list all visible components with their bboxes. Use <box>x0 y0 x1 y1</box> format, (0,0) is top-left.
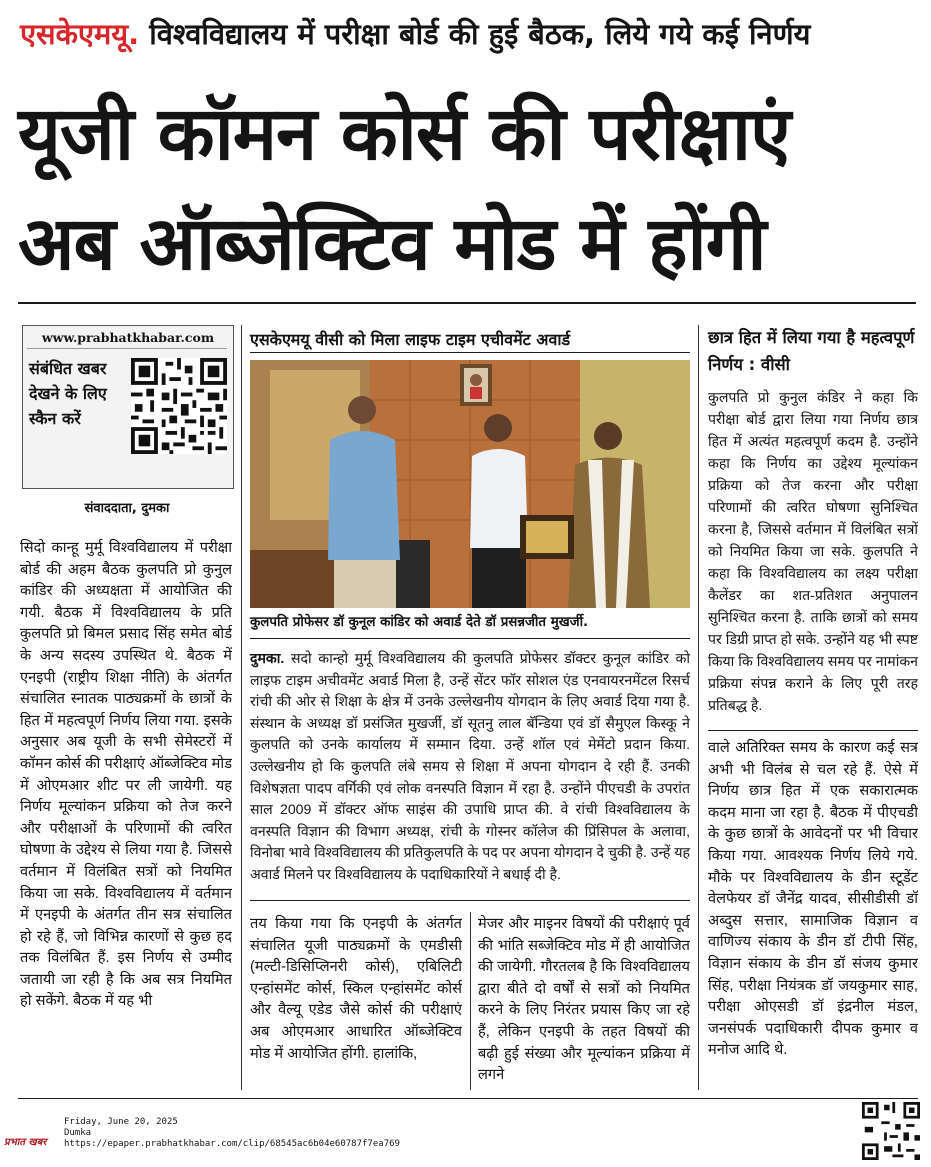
kicker-text: विश्वविद्यालय में परीक्षा बोर्ड की हुई बैठक, लिये गये कई निर्णय <box>149 17 811 51</box>
footer-info <box>64 1117 400 1150</box>
qr-box[interactable] <box>22 325 234 489</box>
right-subhead: छात्र हित में लिया गया है महत्वपूर्ण निर्णय : वीसी <box>708 328 915 374</box>
footer-rule <box>18 1098 918 1099</box>
column-separator <box>698 325 699 1090</box>
headline-line-2: अब ऑब्जेक्टिव मोड में होंगी <box>18 201 766 287</box>
publisher-logo[interactable]: प्रभात खबर <box>4 1137 47 1148</box>
footer-edition: Dumka <box>64 1128 92 1138</box>
qr-code-icon[interactable] <box>131 358 227 454</box>
award-photo <box>250 360 690 608</box>
middle-column-2-text: मेजर और माइनर विषयों की परीक्षाएं पूर्व की भांति सब्जेक्टिव मोड में ही आयोजित की जायेगी. गौरतलब है कि विश्वविद्यालय द्वारा बीते दो वर्षों से सत्रों को नियमित करने के लिए निरंतर प्रयास किए जा रहे हैं, लेकिन एनइपी के तहत विषयों की बढ़ी हुई संख्या और मूल्यांकन प्रक्रिया में लगने <box>478 916 690 1084</box>
award-story-text: सदो कान्हो मुर्मू विश्वविद्यालय की कुलपति प्रोफेसर डॉक्टर कुनूल कांडिर को लाइफ टाइम अचीवमेंट अवार्ड मिला है, उन्हें सेंटर फॉर सोशल एंड एनवायरनमेंटल रिसर्च रांची की ओर से शिक्षा के क्षेत्र में उनके उल्लेखनीय योगदान के लिए अवार्ड दिया गया है. संस्थान के अध्यक्ष डॉ प्रसंजित मुखर्जी, डॉ सूतनु लाल बॅन्डिया एवं डॉ सैमुएल किस्कू ने कुलपति को उनके कार्यालय में सम्मान दिया. उन्हें शॉल एवं मेमेंटो प्रदान किया. उल्लेखनीय हो कि कुलपति लंबे समय से शिक्षा में अपना योगदान दे रही हैं. उनकी विशेषज्ञता पादप वर्गिकी एवं लोक वनस्पति विज्ञान में रहा है. उन्होंने पीएचडी के उपरांत साल 2009 में डॉक्टर ऑफ साइंस की उपाधि प्राप्त की. वे रांची विश्वविद्यालय के वनस्पति विज्ञान की विभाग अध्यक्ष, रांची के गोस्नर कॉलेज की प्रिंसिपल के अलावा, विनोबा भावे विश्वविद्यालय की प्रतिकुलपति के पद पर अपना योगदान दे चुकी है. उन्हें यह अवार्ड मिलने पर विश्वविद्यालय के पदाधिकारियों ने बधाई दी है. <box>250 650 690 882</box>
middle-column-1-text: तय किया गया कि एनइपी के अंतर्गत संचालित यूजी पाठ्यक्रमों के एमडीसी (मल्टी-डिसिप्लिनरी कोर्स), एबिलिटी एन्हांसमेंट कोर्स, स्किल एन्हांसमेंट कोर्स और वैल्यू एडेड जैसे कोर्स की परीक्षाएं अब ओएमआर आधारित ऑब्जेक्टिव मोड में आयोजित होंगी. हालांकि, <box>250 916 462 1062</box>
headline-line-1: यूजी कॉमन कोर्स की परीक्षाएं <box>18 91 790 177</box>
award-story-body <box>250 648 690 886</box>
award-photo-image <box>250 360 690 608</box>
kicker-tag: एसकेएमयू. <box>20 17 140 51</box>
footer-qr-code-icon[interactable] <box>862 1102 920 1160</box>
left-column-text: सिदो कान्हू मुर्मू विश्वविद्यालय में परीक्षा बोर्ड की अहम बैठक कुलपति प्रो कुनुल कांडिर की अध्यक्षता में आयोजित की गयी. बैठक में विश्वविद्यालय के प्रति कुलपति प्रो बिमल प्रसाद सिंह समेत बोर्ड के अन्य सदस्य उपस्थित थे. बैठक में एनइपी (राष्ट्रीय शिक्षा नीति) के अंतर्गत संचालित स्नातक पाठ्यक्रमों के छात्रों के हित में महत्वपूर्ण निर्णय लिया गया. इसके अनुसार अब यूजी के सभी सेमेस्टरों में कॉमन कोर्स की परीक्षाएं ऑब्जेक्टिव मोड में ओएमआर शीट पर ली जायेगी. यह निर्णय मूल्यांकन प्रक्रिया को तेज करने और परीक्षाओं के परिणामों की त्वरित घोषणा के उद्देश्य से लिया गया है. जिससे वर्तमान में विलंबित सत्रों को नियमित किया जा सके. विश्वविद्यालय में वर्तमान में एनइपी के अंतर्गत तीन सत्र संचालित हो रहे हैं, जो विभिन्न कारणों से कुछ हद तक विलंबित हैं. इस निर्णय से उम्मीद जतायी जा रही है कि अब सत्र नियमित हो सकेंगे. बैठक में यह भी <box>20 540 232 1010</box>
column-separator <box>241 325 242 1090</box>
footer-url[interactable]: https://epaper.prabhatkhabar.com/clip/68545ac6b04e60787f7ea769 <box>64 1139 400 1149</box>
qr-divider <box>27 348 227 349</box>
headline-rule <box>18 302 916 304</box>
award-subhead: एसकेएमयू वीसी को मिला लाइफ टाइम एचीवमेंट अवार्ड <box>250 330 571 349</box>
right-column-text-2: वाले अतिरिक्त समय के कारण कई सत्र अभी भी विलंब से चल रहे हैं. ऐसे में निर्णय छात्र हित में एक सकारात्मक कदम माना जा रहा है. बैठक में पीएचडी के कुछ छात्रों के आवेदनों पर भी विचार किया गया. आवश्यक निर्णय लिये गये. मौके पर विश्वविद्यालय के डीन स्टूडेंट वेलफेयर डॉ जैनेंद्र यादव, सीसीडीसी डॉ अब्दुस सत्तार, सामाजिक विज्ञान व वाणिज्य संकाय के डीन डॉ टीपी सिंह, विज्ञान संकाय के डीन डॉ संजय कुमार सिंह, परीक्षा नियंत्रक डॉ जयकुमार साह, परीक्षा ओएसडी डॉ इंद्रनील मंडल, जनसंपर्क पदाधिकारी दीपक कुमार व मनोज आदि थे. <box>708 740 918 1059</box>
award-story-place: दुमका. <box>250 650 285 666</box>
kicker <box>20 14 920 58</box>
qr-url[interactable]: www.prabhatkhabar.com <box>41 330 215 345</box>
award-subhead-rule <box>250 352 690 353</box>
footer-date: Friday, June 20, 2025 <box>64 1117 178 1127</box>
right-column-rule <box>708 730 918 731</box>
caption-rule <box>250 638 690 639</box>
award-caption: कुलपति प्रोफेसर डॉ कुनूल कांडिर को अवार्ड देते डॉ प्रसन्नजीत मुखर्जी. <box>250 615 589 630</box>
column-separator <box>470 912 471 1090</box>
byline: संवाददाता, दुमका <box>84 501 170 516</box>
award-story-bottom-rule <box>250 900 690 901</box>
right-column-text-1: कुलपति प्रो कुनुल कंडिर ने कहा कि परीक्षा बोर्ड द्वारा लिया गया निर्णय छात्र हित में अत्यंत महत्वपूर्ण कदम है. उन्होंने कहा कि निर्णय का उद्देश्य मूल्यांकन प्रक्रिया को तेज करना और परीक्षा परिणामों की त्वरित घोषणा सुनिश्चित करना है, जिससे वर्तमान में विलंबित सत्रों को नियमित किया जा सके. कुलपति ने कहा कि विश्वविद्यालय का लक्ष्य परीक्षा कैलेंडर का शत-प्रतिशत अनुपालन सुनिश्चित करना है. ताकि छात्रों को समय पर डिग्री प्राप्त हो सके. उन्होंने यह भी स्पष्ट किया कि विश्वविद्यालय समय पर नामांकन प्रक्रिया संपन्न कराने के लिए पूरी तरह प्रतिबद्ध है. <box>708 389 918 713</box>
qr-text: संबंधित खबर देखने के लिए स्कैन करें <box>29 359 107 428</box>
